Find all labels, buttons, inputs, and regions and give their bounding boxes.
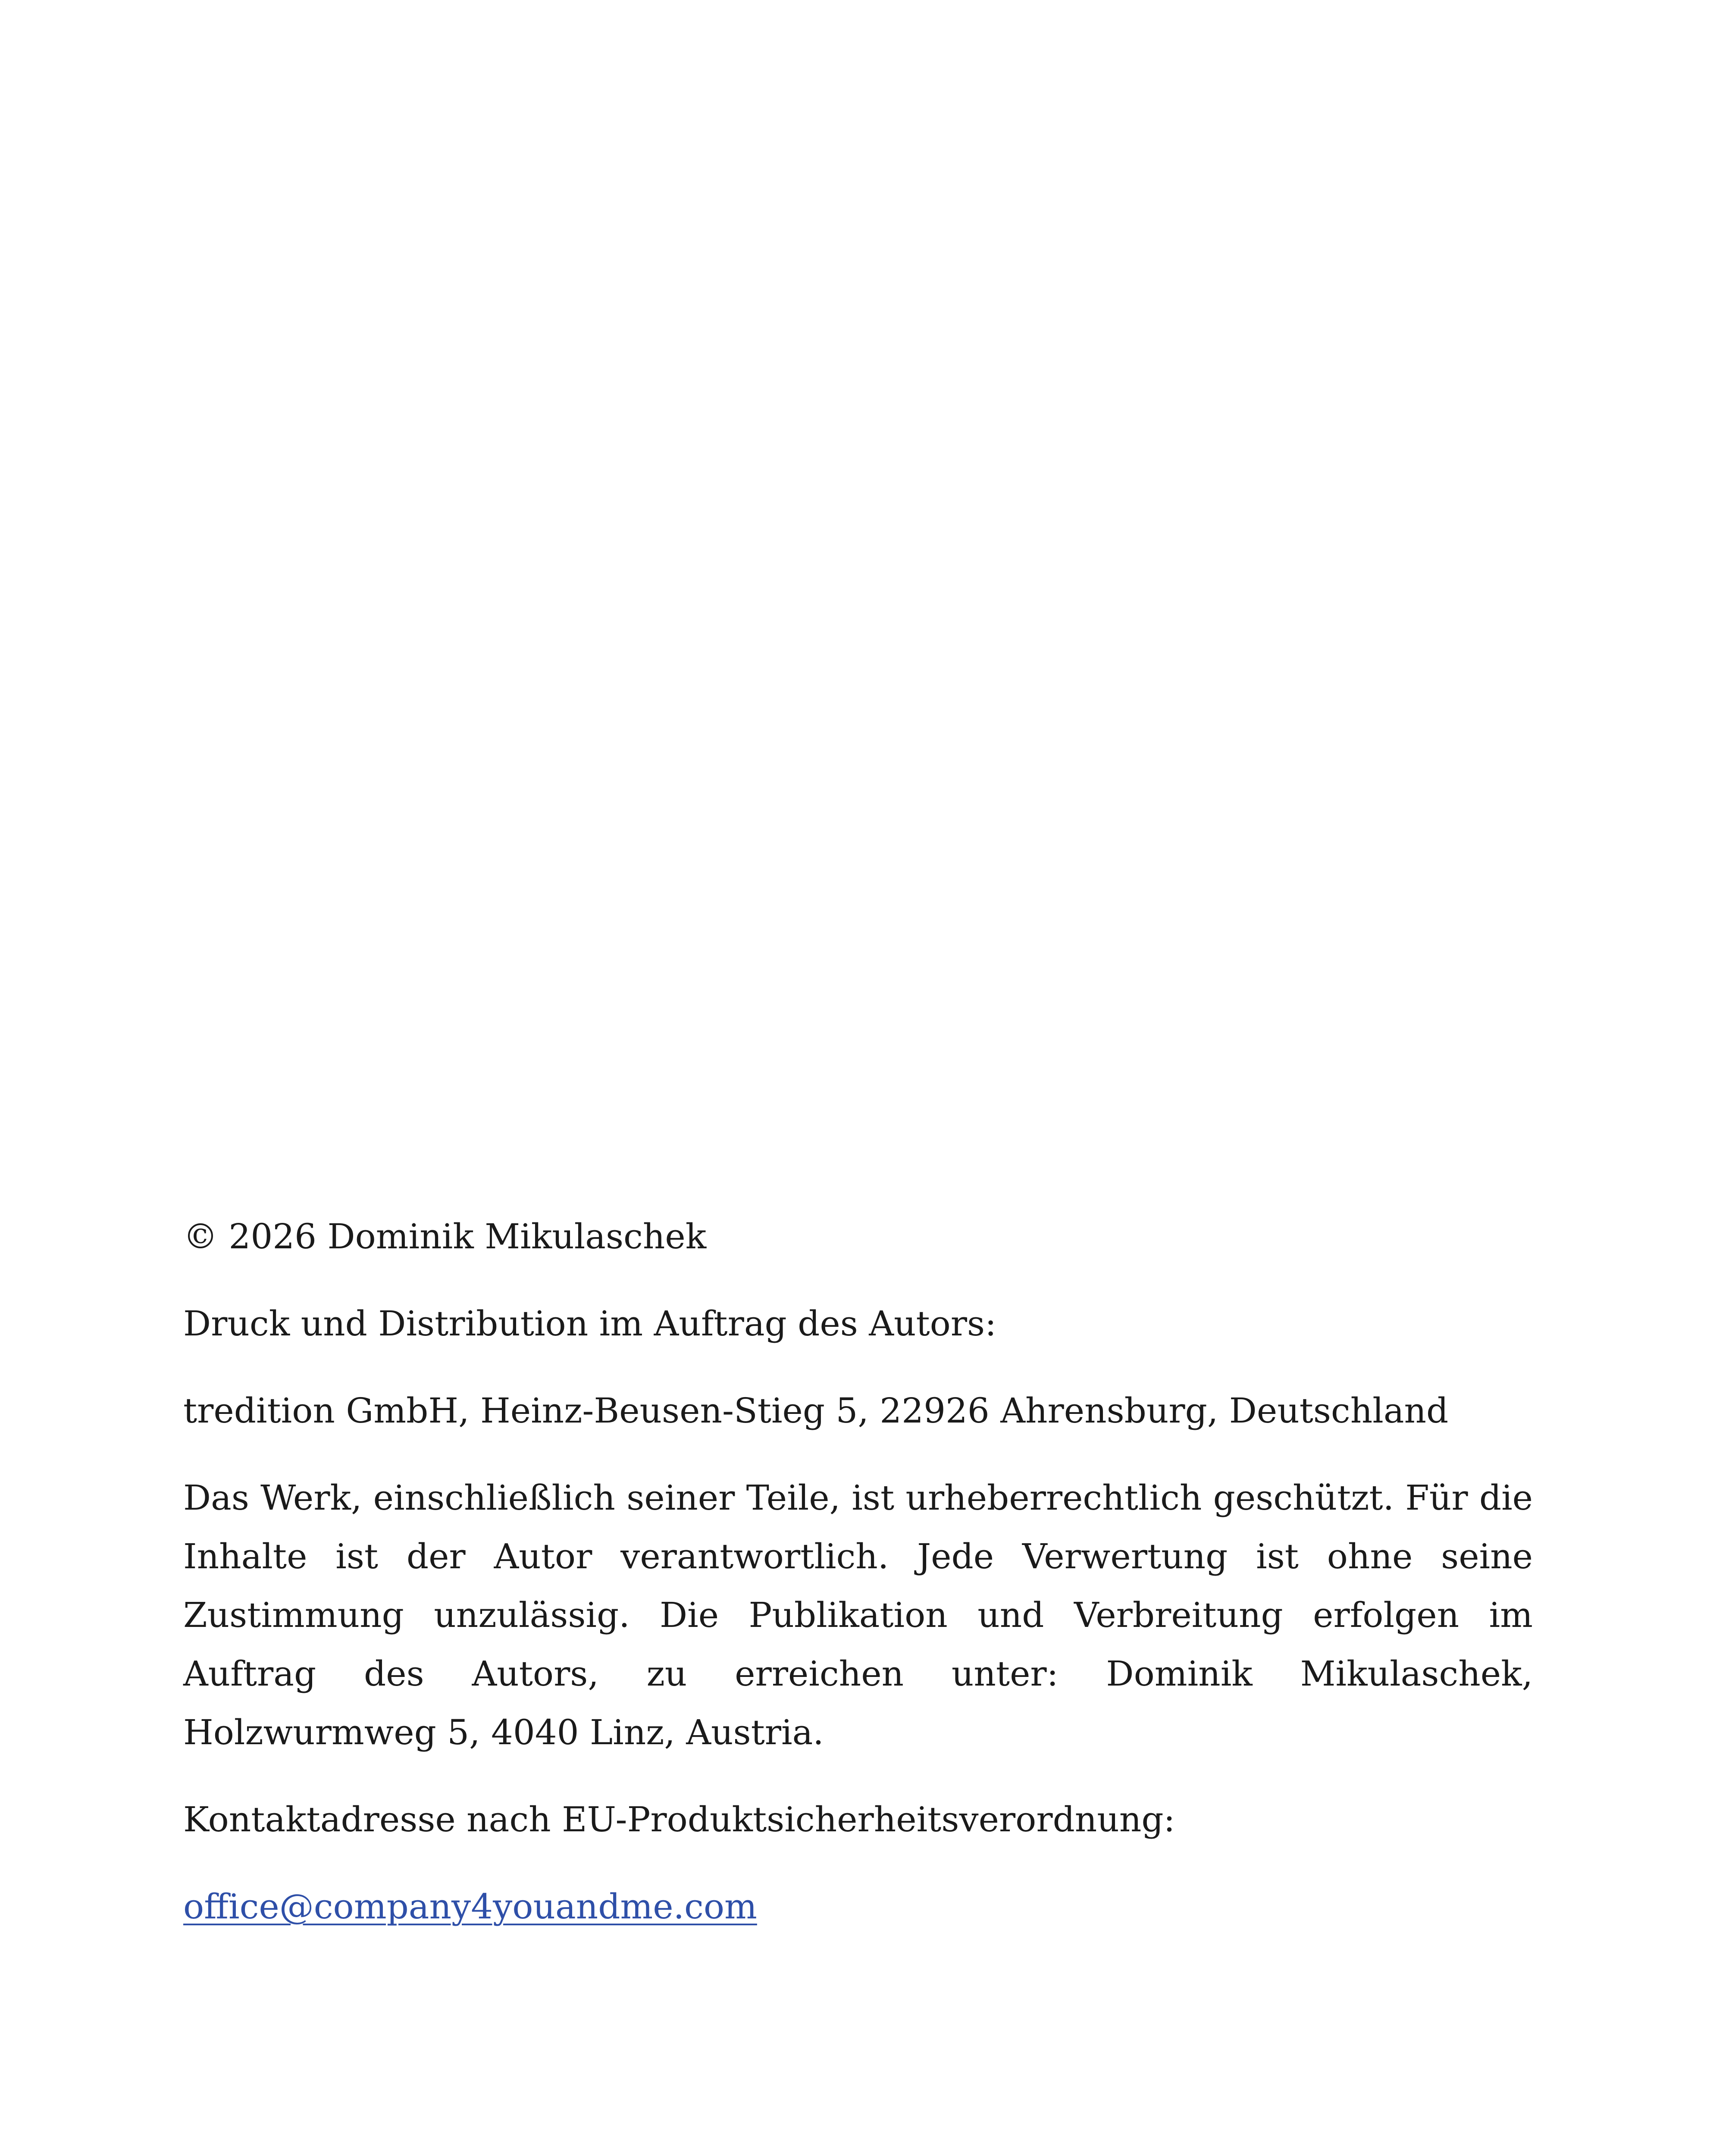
- publisher-address: tredition GmbH, Heinz-Beusen-Stieg 5, 22926 Ahrensburg, Deutschland: [183, 1391, 1449, 1431]
- contact-email-line: [183, 1877, 1533, 1936]
- print-distribution-line: Druck und Distribution im Auftrag des Autors:: [183, 1304, 997, 1344]
- contact-heading: Kontaktadresse nach EU-Produktsicherheitsverordnung:: [183, 1799, 1175, 1839]
- copyright-line: © 2026 Dominik Mikulaschek: [183, 1216, 707, 1257]
- contact-email-link[interactable]: office@company4youandme.com: [183, 1887, 757, 1927]
- rights-notice: Das Werk, einschließlich seiner Teile, ist urheberrechtlich geschützt. Für die Inhalte ist der Autor verantwortlich. Jede Verwertung ist ohne seine Zustimmung unzulässig. Die Publikation und Verbreitung erfolgen im Auftrag des Autors, zu erreichen unter: Dominik Mikulaschek, Holzwurmweg 5, 4040 Linz, Austria.: [183, 1478, 1533, 1752]
- imprint-block: [183, 1207, 1533, 1965]
